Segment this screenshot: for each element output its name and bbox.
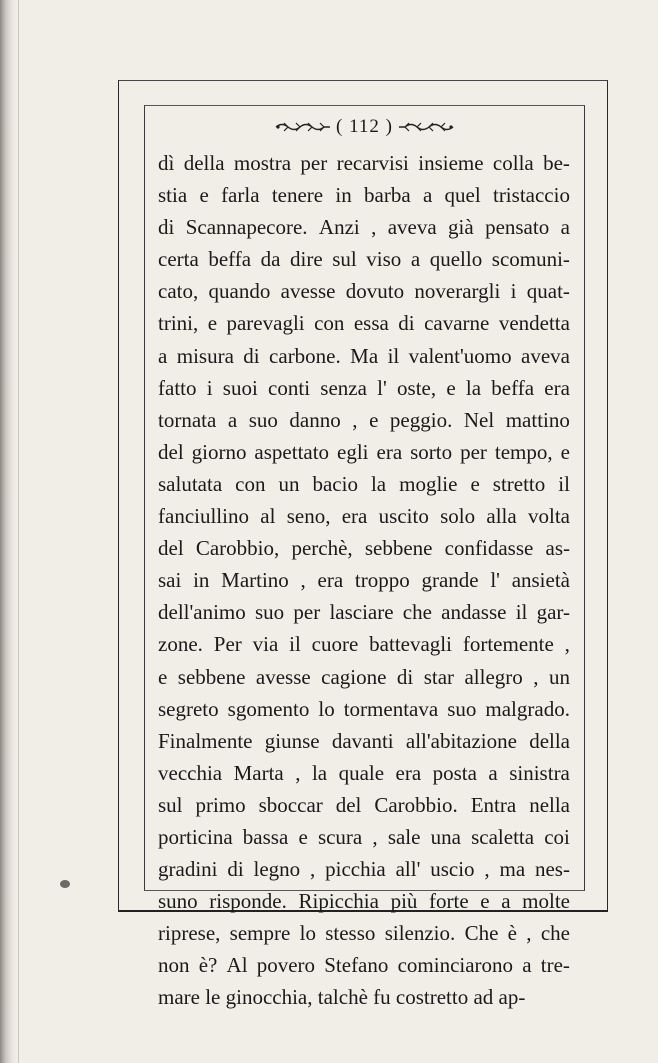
- text-line: fatto i suoi conti senza l' oste, e la beffa era: [158, 375, 570, 400]
- text-line: sai in Martino , era troppo grande l' ansietà: [158, 568, 570, 593]
- text-line: gradini di legno , picchia all' uscio , ma nes-: [158, 857, 570, 882]
- text-line: mare le ginocchia, talchè fu costretto ad ap-: [158, 985, 526, 1010]
- text-line: trini, e parevagli con essa di cavarne vendetta: [158, 311, 570, 336]
- body-text: [158, 147, 570, 1014]
- page-header: [144, 112, 585, 142]
- ink-stain: [60, 880, 70, 888]
- text-line: dì della mostra per recarvisi insieme colla be-: [158, 151, 570, 175]
- text-line: sul primo sboccar del Carobbio. Entra nella: [158, 792, 570, 817]
- right-ornament-icon: [397, 120, 455, 134]
- text-line: del Carobbio, perchè, sebbene confidasse as-: [158, 536, 570, 561]
- text-line: cato, quando avesse dovuto noverargli i quat-: [158, 279, 570, 304]
- text-line: fanciullino al seno, era uscito solo alla volta: [158, 504, 570, 529]
- text-line: certa beffa da dire sul viso a quello scomuni-: [158, 247, 570, 272]
- text-line: non è? Al povero Stefano cominciarono a tre-: [158, 953, 570, 978]
- text-line: vecchia Marta , la quale era posta a sinistra: [158, 760, 570, 785]
- page-number: ( 112 ): [336, 116, 393, 137]
- text-line: tornata a suo danno , e peggio. Nel mattino: [158, 407, 570, 432]
- page-left-edge-shadow: [0, 0, 16, 1063]
- text-line: salutata con un bacio la moglie e stretto il: [158, 471, 570, 496]
- text-line: riprese, sempre lo stesso silenzio. Che è , che: [158, 921, 570, 946]
- text-line: segreto sgomento lo tormentava suo malgrado.: [158, 696, 570, 721]
- text-line: suno risponde. Ripicchia più forte e a molte: [158, 889, 570, 914]
- text-line: a misura di carbone. Ma il valent'uomo aveva: [158, 343, 570, 368]
- text-line: di Scannapecore. Anzi , aveva già pensato a: [158, 215, 570, 240]
- text-line: porticina bassa e scura , sale una scaletta coi: [158, 824, 570, 849]
- text-line: e sebbene avesse cagione di star allegro , un: [158, 664, 570, 689]
- text-line: dell'animo suo per lasciare che andasse il gar-: [158, 600, 570, 625]
- binding-line: [18, 0, 19, 1063]
- text-line: stia e farla tenere in barba a quel tristaccio: [158, 183, 570, 208]
- text-line: del giorno aspettato egli era sorto per tempo, e: [158, 439, 570, 464]
- text-line: Finalmente giunse davanti all'abitazione della: [158, 728, 570, 753]
- left-ornament-icon: [274, 120, 332, 134]
- text-line: zone. Per via il cuore battevagli fortemente ,: [158, 632, 570, 657]
